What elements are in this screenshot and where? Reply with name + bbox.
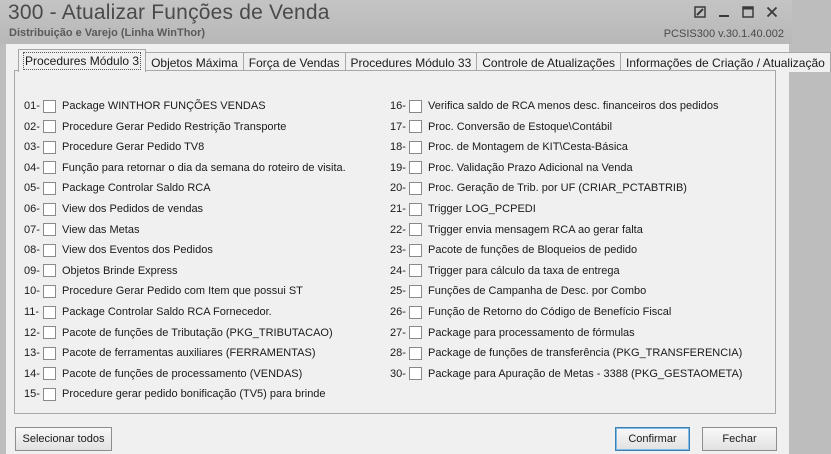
option-number: 14-	[24, 367, 40, 380]
option-checkbox[interactable]	[409, 264, 422, 277]
option-label: Procedure Gerar Pedido com Item que possui ST	[62, 285, 303, 298]
option-checkbox[interactable]	[409, 347, 422, 360]
option-label: Proc. de Montagem de KIT\Cesta-Básica	[428, 141, 628, 154]
option-checkbox[interactable]	[43, 367, 56, 380]
option-checkbox[interactable]	[409, 120, 422, 133]
option-checkbox[interactable]	[409, 161, 422, 174]
option-label: Trigger para cálculo da taxa de entrega	[428, 264, 620, 277]
option-label: Package Controlar Saldo RCA	[62, 182, 211, 195]
option-checkbox[interactable]	[409, 100, 422, 113]
option-checkbox[interactable]	[43, 264, 56, 277]
option-number: 17-	[390, 120, 406, 133]
option-label: Objetos Brinde Express	[62, 264, 178, 277]
option-number: 05-	[24, 182, 40, 195]
option-label: Proc. Conversão de Estoque\Contábil	[428, 120, 613, 133]
option-checkbox[interactable]	[409, 223, 422, 236]
option-label: Package WINTHOR FUNÇÕES VENDAS	[62, 100, 266, 112]
option-label: Função para retornar o dia da semana do roteiro de visita.	[62, 161, 346, 174]
option-row[interactable]	[24, 242, 213, 258]
option-row[interactable]	[24, 98, 266, 114]
option-checkbox[interactable]	[43, 120, 56, 133]
option-number: 15-	[24, 388, 40, 401]
tab-objetos-maxima[interactable]: Objetos Máxima	[146, 52, 244, 72]
tab-strip	[18, 50, 831, 71]
tab-procedures-modulo-33[interactable]: Procedures Módulo 33	[346, 52, 478, 72]
version-label: PCSIS300 v.30.1.40.002	[663, 28, 784, 40]
option-number: 21-	[390, 203, 406, 215]
option-checkbox[interactable]	[43, 203, 56, 216]
option-number: 11-	[24, 306, 40, 318]
option-number: 23-	[390, 244, 406, 257]
option-label: Proc. Geração de Trib. por UF (CRIAR_PCTABTRIB)	[428, 182, 687, 195]
option-row[interactable]	[390, 222, 643, 238]
option-number: 04-	[24, 161, 40, 174]
option-checkbox[interactable]	[43, 326, 56, 339]
option-number: 03-	[24, 141, 40, 154]
option-row[interactable]	[390, 160, 633, 176]
option-number: 25-	[390, 285, 406, 298]
option-row[interactable]	[24, 160, 346, 176]
option-row[interactable]	[390, 304, 671, 320]
option-row[interactable]	[390, 345, 742, 361]
window-title: 300 - Atualizar Funções de Venda	[8, 1, 330, 24]
option-checkbox[interactable]	[43, 388, 56, 401]
option-checkbox[interactable]	[43, 285, 56, 298]
option-number: 24-	[390, 264, 406, 277]
option-checkbox[interactable]	[43, 141, 56, 154]
option-number: 26-	[390, 306, 406, 318]
option-label: Package para processamento de fórmulas	[428, 326, 635, 339]
option-number: 22-	[390, 223, 406, 236]
option-row[interactable]	[24, 201, 203, 217]
option-row[interactable]	[390, 180, 687, 196]
option-row[interactable]	[24, 222, 139, 238]
option-label: Procedure gerar pedido bonificação (TV5) para brinde	[62, 388, 326, 401]
option-number: 19-	[390, 161, 406, 174]
option-number: 12-	[24, 326, 40, 339]
option-checkbox[interactable]	[43, 347, 56, 360]
tab-forca-de-vendas[interactable]: Força de Vendas	[244, 52, 346, 72]
option-number: 09-	[24, 264, 40, 277]
option-number: 01-	[24, 100, 40, 112]
option-label: Proc. Validação Prazo Adicional na Venda	[428, 161, 633, 174]
option-checkbox[interactable]	[409, 285, 422, 298]
option-checkbox[interactable]	[409, 141, 422, 154]
title-bar	[0, 0, 792, 44]
option-row[interactable]	[24, 304, 272, 320]
option-label: Trigger LOG_PCPEDI	[428, 203, 536, 215]
option-number: 27-	[390, 326, 406, 339]
option-number: 08-	[24, 244, 40, 257]
option-label: Procedure Gerar Pedido TV8	[62, 141, 205, 154]
option-row[interactable]	[24, 119, 286, 135]
option-row[interactable]	[24, 139, 204, 155]
option-number: 30-	[390, 367, 406, 380]
restore-icon[interactable]	[688, 3, 712, 21]
option-label: Funções de Campanha de Desc. por Combo	[428, 285, 647, 298]
option-row[interactable]	[24, 366, 302, 382]
option-row[interactable]	[390, 139, 628, 155]
option-checkbox[interactable]	[43, 306, 56, 319]
option-row[interactable]	[24, 386, 326, 402]
tab-informacoes-criacao[interactable]: Informações de Criação / Atualização	[621, 52, 831, 72]
close-icon[interactable]	[760, 3, 784, 21]
option-number: 28-	[390, 347, 406, 360]
option-row[interactable]	[390, 119, 612, 135]
option-label: View dos Eventos dos Pedidos	[62, 244, 213, 257]
option-checkbox[interactable]	[409, 326, 422, 339]
confirm-button[interactable]: Confirmar	[615, 427, 690, 451]
tab-procedures-modulo-3[interactable]: Procedures Módulo 3	[18, 49, 146, 72]
option-checkbox[interactable]	[409, 244, 422, 257]
option-checkbox[interactable]	[409, 182, 422, 195]
option-row[interactable]	[390, 283, 646, 299]
option-label: Pacote de ferramentas auxiliares (FERRAMENTAS)	[62, 347, 316, 360]
option-number: 20-	[390, 182, 406, 195]
option-row[interactable]	[24, 180, 211, 196]
option-number: 02-	[24, 120, 40, 133]
option-label: Pacote de funções de Bloqueios de pedido	[428, 244, 638, 257]
option-row[interactable]	[24, 345, 316, 361]
option-number: 16-	[390, 100, 406, 112]
option-number: 06-	[24, 203, 40, 215]
option-label: Verifica saldo de RCA menos desc. financeiros dos pedidos	[428, 100, 719, 112]
option-row[interactable]	[390, 201, 536, 217]
option-label: Package para Apuração de Metas - 3388 (PKG_GESTAOMETA)	[428, 367, 743, 380]
option-checkbox[interactable]	[409, 203, 422, 216]
option-number: 13-	[24, 347, 40, 360]
option-label: Package Controlar Saldo RCA Fornecedor.	[62, 306, 272, 318]
option-checkbox[interactable]	[43, 244, 56, 257]
option-row[interactable]	[390, 98, 718, 114]
option-label: Procedure Gerar Pedido Restrição Transporte	[62, 120, 287, 133]
tab-panel	[14, 70, 776, 414]
option-number: 07-	[24, 223, 40, 236]
option-label: Função de Retorno do Código de Benefício Fiscal	[428, 306, 672, 318]
close-button[interactable]: Fechar	[702, 427, 777, 451]
option-label: Pacote de funções de Tributação (PKG_TRIBUTACAO)	[62, 326, 333, 339]
option-row[interactable]	[390, 325, 635, 341]
main-area	[6, 44, 825, 454]
window-controls	[688, 3, 784, 21]
option-checkbox[interactable]	[43, 161, 56, 174]
option-row[interactable]	[24, 283, 303, 299]
option-row[interactable]	[24, 263, 178, 279]
minimize-icon[interactable]	[712, 3, 736, 21]
option-number: 10-	[24, 285, 40, 298]
select-all-button[interactable]: Selecionar todos	[15, 427, 112, 451]
option-label: View das Metas	[62, 223, 140, 236]
option-checkbox[interactable]	[409, 306, 422, 319]
option-checkbox[interactable]	[409, 367, 422, 380]
maximize-icon[interactable]	[736, 3, 760, 21]
option-checkbox[interactable]	[43, 182, 56, 195]
option-label: Trigger envia mensagem RCA ao gerar falta	[428, 223, 643, 236]
tab-controle-atualizacoes[interactable]: Controle de Atualizações	[477, 52, 621, 72]
option-number: 18-	[390, 141, 406, 154]
option-row[interactable]	[24, 325, 333, 341]
option-row[interactable]	[390, 242, 637, 258]
option-label: View dos Pedidos de vendas	[62, 203, 204, 215]
option-label: Pacote de funções de processamento (VENDAS)	[62, 367, 303, 380]
option-label: Package de funções de transferência (PKG_TRANSFERENCIA)	[428, 347, 743, 360]
option-checkbox[interactable]	[43, 100, 56, 113]
option-checkbox[interactable]	[43, 223, 56, 236]
window-subtitle: Distribuição e Varejo (Linha WinThor)	[9, 27, 206, 39]
option-row[interactable]	[390, 263, 620, 279]
option-row[interactable]	[390, 366, 742, 382]
